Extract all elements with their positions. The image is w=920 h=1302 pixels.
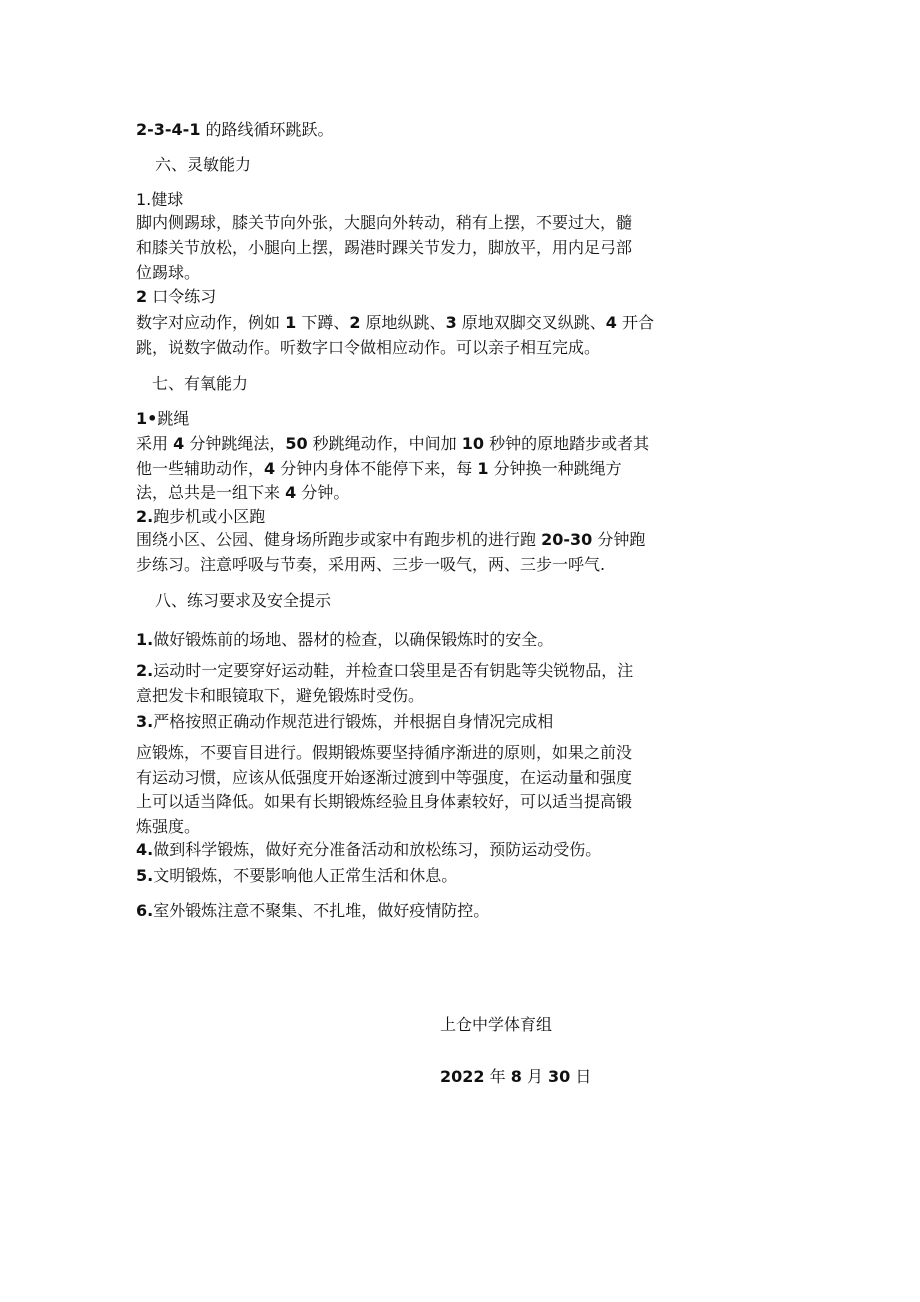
text-run: 分钟跑 xyxy=(592,530,646,549)
bold-run: 8 xyxy=(510,1067,522,1086)
item-heading xyxy=(136,190,183,210)
bold-run: 6. xyxy=(136,901,154,920)
bold-run: 2. xyxy=(136,507,154,526)
item-heading xyxy=(136,507,265,527)
text-run: 八、练习要求及安全提示 xyxy=(155,591,332,610)
bold-run: 1• xyxy=(136,409,158,428)
signature-date xyxy=(440,1067,591,1087)
text-run: 分钟内身体不能停下来，每 xyxy=(275,459,478,478)
bold-run: 10 xyxy=(461,434,485,453)
bold-run: 4 xyxy=(285,483,297,502)
text-run: 年 xyxy=(484,1067,511,1086)
bold-run: 1. xyxy=(136,630,154,649)
list-item xyxy=(136,661,633,681)
list-item xyxy=(136,901,489,921)
text-line xyxy=(136,120,334,140)
text-run: 做到科学锻炼，做好充分准备活动和放松练习，预防运动受伤。 xyxy=(153,840,602,859)
paragraph-line xyxy=(136,555,605,575)
paragraph-line xyxy=(136,459,622,479)
text-run: 严格按照正确动作规范进行锻炼，并根据自身情况完成相 xyxy=(153,712,554,731)
text-run: 跳绳 xyxy=(157,409,190,428)
paragraph-line xyxy=(136,313,654,333)
text-run: 原地纵跳、 xyxy=(360,313,446,332)
list-item xyxy=(136,712,553,732)
bold-run: 3. xyxy=(136,712,154,731)
bold-run: 50 xyxy=(285,434,308,453)
text-run: 和膝关节放松，小腿向上摆，踢港时踝关节发力，脚放平，用内足弓部 xyxy=(136,238,633,257)
bold-run: 2-3-4-1 xyxy=(136,120,201,139)
bold-run: 2 xyxy=(136,287,148,306)
text-run: 位踢球。 xyxy=(136,263,201,282)
text-run: 七、有氧能力 xyxy=(152,374,249,393)
text-run: 室外锻炼注意不聚集、不扎堆，做好疫情防控。 xyxy=(153,901,490,920)
paragraph-line xyxy=(136,792,632,812)
paragraph-line xyxy=(136,817,200,837)
text-run: 数字对应动作，例如 xyxy=(136,313,286,332)
text-run: 意把发卡和眼镜取下，避免锻炼时受伤。 xyxy=(136,686,425,705)
signature-organization xyxy=(440,1015,552,1035)
paragraph-line xyxy=(136,238,632,258)
text-run: 跳，说数字做动作。听数字口令做相应动作。可以亲子相互完成。 xyxy=(136,338,601,357)
text-run: 分钟跳绳法， xyxy=(184,434,286,453)
text-run: 炼强度。 xyxy=(136,817,201,836)
text-run: 法，总共是一组下来 xyxy=(136,483,286,502)
paragraph-line xyxy=(136,338,600,358)
text-run: 的路线循环跳跃。 xyxy=(200,120,334,139)
text-run: 上仓中学体育组 xyxy=(440,1015,553,1034)
text-run: 围绕小区、公园、健身场所跑步或家中有跑步机的进行跑 xyxy=(136,530,542,549)
text-run: 步练习。注意呼吸与节奏，采用两、三步一吸气，两、三步一呼气. xyxy=(136,555,606,574)
text-run: 上可以适当降低。如果有长期锻炼经验且身体素较好，可以适当提高锻 xyxy=(136,792,633,811)
text-run: 他一些辅助动作， xyxy=(136,459,265,478)
text-run: 开合 xyxy=(616,313,655,332)
bold-run: 1 xyxy=(477,459,489,478)
bold-run: 2. xyxy=(136,661,154,680)
bold-run: 4. xyxy=(136,840,154,859)
paragraph-line xyxy=(136,768,632,788)
bold-run: 4 xyxy=(264,459,276,478)
text-run: 秒钟的原地踏步或者其 xyxy=(484,434,650,453)
paragraph-line xyxy=(136,213,632,233)
bold-run: 4 xyxy=(605,313,617,332)
text-run: 分钟。 xyxy=(296,483,350,502)
text-run: 有运动习惯，应该从低强度开始逐渐过渡到中等强度，在运动量和强度 xyxy=(136,768,633,787)
bold-run: 2 xyxy=(349,313,361,332)
text-run: 采用 xyxy=(136,434,174,453)
text-run: 分钟换一种跳绳方 xyxy=(488,459,622,478)
text-run: 六、灵敏能力 xyxy=(155,155,252,174)
text-run: 下蹲、 xyxy=(296,313,350,332)
paragraph-line xyxy=(136,743,632,763)
item-heading xyxy=(136,287,216,307)
text-run: 月 xyxy=(521,1067,549,1086)
text-run: 脚内侧踢球，膝关节向外张，大腿向外转动，稍有上摆，不要过大，髓 xyxy=(136,213,633,232)
text-run: 秒跳绳动作，中间加 xyxy=(307,434,462,453)
text-run: 运动时一定要穿好运动鞋，并检查口袋里是否有钥匙等尖锐物品，注 xyxy=(153,661,634,680)
text-run: 跑步机或小区跑 xyxy=(153,507,266,526)
paragraph-line xyxy=(136,263,200,283)
text-run: 1. xyxy=(136,190,152,209)
bold-run: 4 xyxy=(173,434,185,453)
list-item xyxy=(136,866,457,886)
bold-run: 3 xyxy=(445,313,457,332)
bold-run: 20-30 xyxy=(541,530,593,549)
text-run: 应锻炼，不要盲目进行。假期锻炼要坚持循序渐进的原则，如果之前没 xyxy=(136,743,633,762)
bold-run: 1 xyxy=(285,313,297,332)
bold-run: 2022 xyxy=(440,1067,485,1086)
text-run: 文明锻炼，不要影响他人正常生活和休息。 xyxy=(153,866,458,885)
text-run: 口令练习 xyxy=(147,287,217,306)
paragraph-line xyxy=(136,686,424,706)
item-heading xyxy=(136,409,189,429)
section-heading xyxy=(152,374,248,394)
text-run: 健球 xyxy=(151,190,184,209)
bold-run: 5. xyxy=(136,866,154,885)
text-run: 原地双脚交叉纵跳、 xyxy=(456,313,606,332)
paragraph-line xyxy=(136,530,645,550)
paragraph-line xyxy=(136,434,649,454)
section-heading xyxy=(155,591,331,611)
text-run: 做好锻炼前的场地、器材的检查，以确保锻炼时的安全。 xyxy=(153,630,554,649)
paragraph-line xyxy=(136,483,349,503)
list-item xyxy=(136,840,601,860)
list-item xyxy=(136,630,553,650)
text-run: 日 xyxy=(570,1067,592,1086)
section-heading xyxy=(155,155,251,175)
bold-run: 30 xyxy=(548,1067,571,1086)
